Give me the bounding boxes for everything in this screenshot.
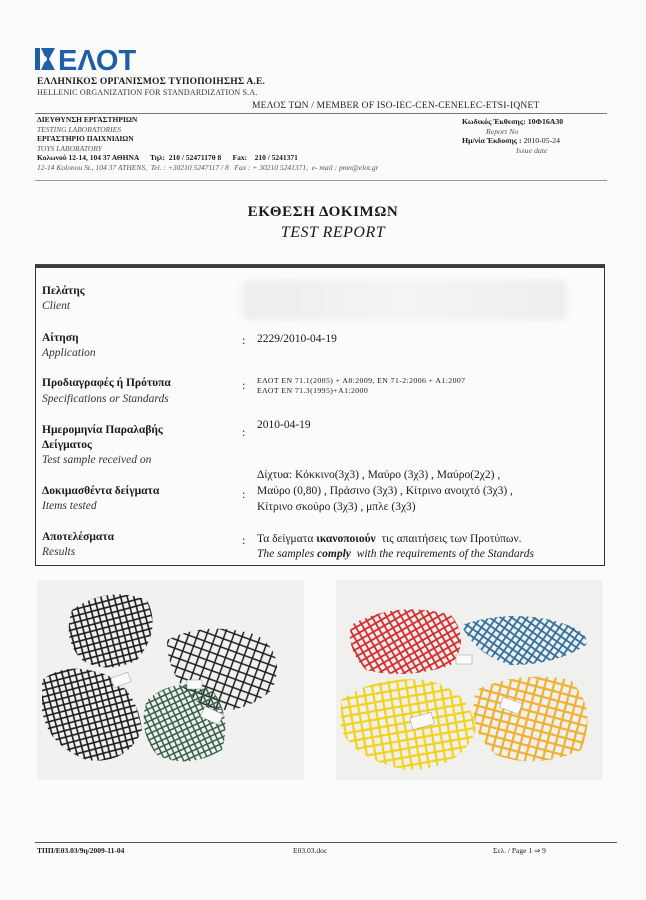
items-line-3: Κίτρινο σκούρο (3χ3) , μπλε (3χ3) <box>257 501 416 513</box>
report-code-value: 10Φ16Α30 <box>527 117 564 126</box>
results-label-en: Results <box>42 546 76 558</box>
lab-english: TOYS LABORATORY <box>37 143 102 153</box>
address-english: 12-14 Kolonou St., 104 37 ATHENS, Tel. : +30210 5247117 / 8 Fax : + 30210 5241371, e- mail : pmn@elot.gr <box>37 162 379 172</box>
photo-colored-nets <box>336 580 602 780</box>
dept-english: TESTING LABORATORIES <box>37 124 121 134</box>
application-value: 2229/2010-04-19 <box>257 333 337 345</box>
org-name-greek: ΕΛΛΗΝΙΚΟΣ ΟΡΓΑΝΙΣΜΟΣ ΤΥΠΟΠΟΙΗΣΗΣ Α.Ε. <box>37 77 266 87</box>
items-label-gr: Δοκιμασθέντα δείγματα <box>42 485 160 497</box>
footer-doc-code: ΤΠΠ/Ε03.03/9η/2009-11-04 <box>37 846 125 855</box>
issue-date-value: 2010-05-24 <box>523 136 560 146</box>
results-greek <box>257 533 522 545</box>
lab-greek: ΕΡΓΑΣΤΗΡΙΟ ΠΑΙΧΝΙΔΙΩΝ <box>37 134 134 143</box>
dept-greek: ΔΙΕΥΘΥΝΣΗ ΕΡΓΑΣΤΗΡΙΩΝ <box>37 115 138 124</box>
results-label-gr: Αποτελέσματα <box>42 531 115 543</box>
lab-divider <box>35 180 607 181</box>
report-info <box>462 117 563 155</box>
results-en-pre: The samples <box>257 548 318 560</box>
colon: : <box>242 425 246 439</box>
results-english <box>257 548 534 560</box>
specs-line-1: ΕΛΟΤ ΕΝ 71.1(2005) + Α8:2009, ΕΝ 71-2:2006 + Α1:2007 <box>257 376 466 385</box>
footer-divider <box>35 842 617 843</box>
photo-dark-nets <box>37 580 304 780</box>
received-label-gr-1: Ημερομηνία Παραλαβής <box>42 424 163 436</box>
colon: : <box>242 333 246 347</box>
received-label-gr-2: Δείγματος <box>42 439 92 451</box>
specs-label-gr: Προδιαγραφές ή Πρότυπα <box>42 377 171 389</box>
issue-date-label-gr: Ημ/νία Έκδοσης : <box>462 136 522 146</box>
results-gr-pre: Τα δείγματα <box>257 533 317 545</box>
lab-block <box>37 115 379 172</box>
header-divider <box>35 113 607 114</box>
application-label-gr: Αίτηση <box>42 332 79 344</box>
title-english: TEST REPORT <box>280 224 386 241</box>
results-gr-post: τις απαιτήσεις των Προτύπων. <box>375 533 522 545</box>
client-label-en: Client <box>42 300 71 312</box>
colon: : <box>242 378 246 392</box>
items-value <box>257 467 513 515</box>
results-en-post: with the requirements of the Standards <box>350 548 534 560</box>
issue-date-label-en: Issue date <box>516 145 548 155</box>
specs-value <box>257 376 465 395</box>
org-name-english: HELLENIC ORGANIZATION FOR STANDARDIZATION S.A. <box>37 88 258 97</box>
logo-text: ΕΛΟΤ <box>58 45 137 75</box>
received-label-en: Test sample received on <box>42 454 152 466</box>
address-greek: Κολωνού 12-14, 104 37 ΑΘΗΝΑ Τηλ: 210 / 5247117θ 8 Fax: 210 / 5241371 <box>37 153 298 162</box>
application-label-en: Application <box>42 347 96 359</box>
items-line-2: Μαύρο (0,80) , Πράσινο (3χ3) , Κίτρινο ανοιχτό (3χ3) , <box>257 485 513 497</box>
report-code-label: Κωδικός Έκθεσης: <box>462 117 526 126</box>
colon: : <box>242 487 246 501</box>
received-value: 2010-04-19 <box>257 419 311 431</box>
net-red <box>350 609 461 674</box>
footer-filename: Ε03.03.doc <box>293 846 328 855</box>
results-en-bold: comply <box>317 548 351 560</box>
net-orange <box>474 677 588 762</box>
colon: : <box>242 533 246 547</box>
client-redacted <box>242 280 567 320</box>
items-label-en: Items tested <box>42 500 97 512</box>
footer-page: Σελ. / Page 1 ⇒ 9 <box>493 846 546 855</box>
specs-label-en: Specifications or Standards <box>42 393 169 405</box>
items-line-1: Δίχτυα: Κόκκινο(3χ3) , Μαύρο (3χ3) , Μαύρο(2χ2) , <box>257 469 501 481</box>
elot-logo <box>35 45 160 75</box>
net-green <box>144 684 226 761</box>
client-label-gr: Πελάτης <box>42 285 85 297</box>
specs-line-2: ΕΛΟΤ ΕΝ 71.3(1995)+Α1:2000 <box>257 385 369 395</box>
title-greek: ΕΚΘΕΣΗ ΔΟΚΙΜΩΝ <box>247 204 399 220</box>
membership-line: ΜΕΛΟΣ ΤΩΝ / MEMBER OF ISO-IEC-CEN-CENELEC-ETSI-IQNET <box>252 101 540 111</box>
report-no-label: Report No <box>486 126 519 136</box>
results-gr-bold: ικανοποιούν <box>316 533 376 545</box>
